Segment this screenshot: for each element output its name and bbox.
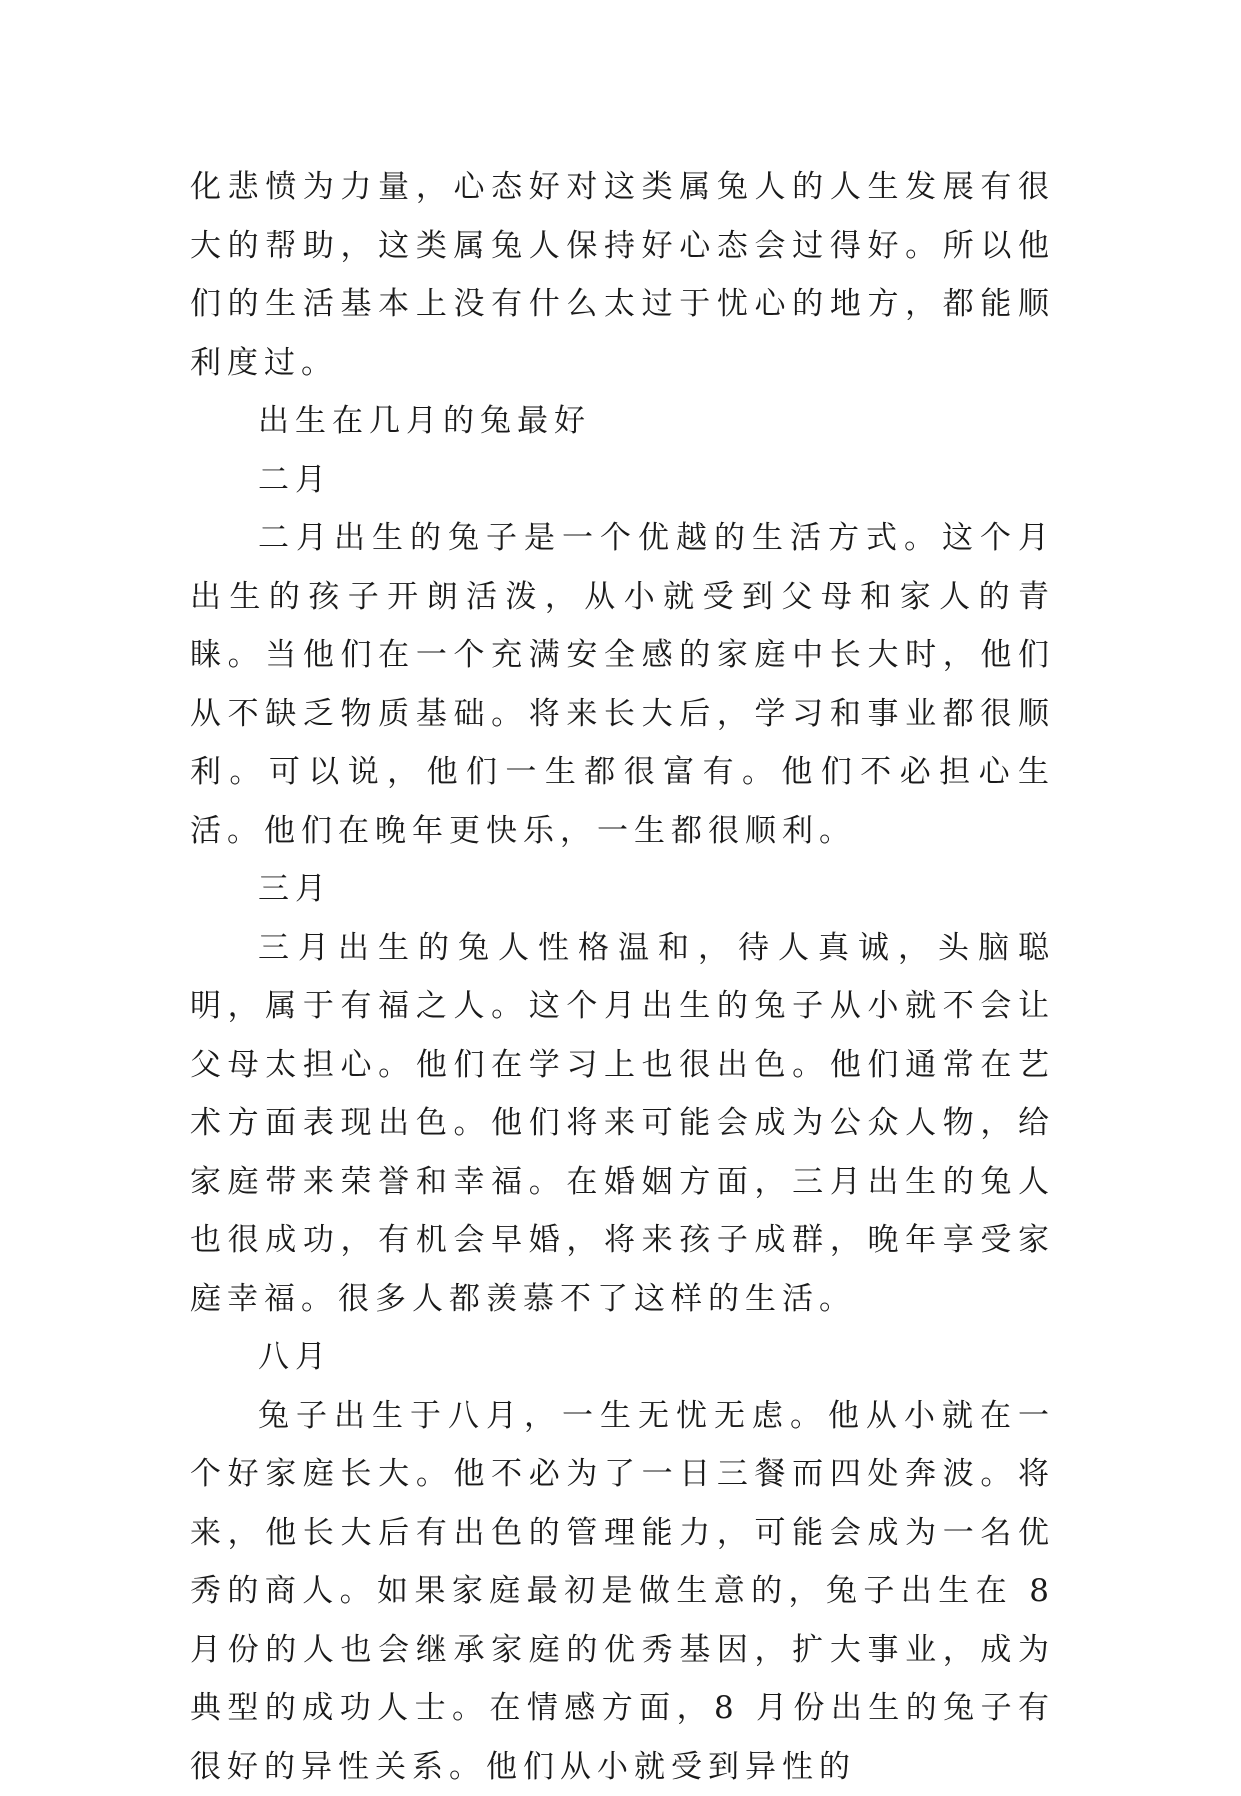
paragraph-march: 三月出生的兔人性格温和，待人真诚，头脑聪明，属于有福之人。这个月出生的兔子从小就不会让父母太担心。他们在学习上也很出色。他们通常在艺术方面表现出色。他们将来可能会成为公众人物，给家庭带来荣誉和幸福。在婚姻方面，三月出生的兔人也很成功，有机会早婚，将来孩子成群，晚年享受家庭幸福。很多人都羡慕不了这样的生活。 xyxy=(190,919,1055,1329)
subheading-february: 二月 xyxy=(190,451,1055,510)
section-heading-best-month: 出生在几月的兔最好 xyxy=(190,392,1055,451)
paragraph-intro-continuation: 化悲愤为力量，心态好对这类属兔人的人生发展有很大的帮助，这类属兔人保持好心态会过得好。所以他们的生活基本上没有什么太过于忧心的地方，都能顺利度过。 xyxy=(190,158,1055,392)
document-body xyxy=(190,158,1055,1796)
subheading-march: 三月 xyxy=(190,860,1055,919)
subheading-august: 八月 xyxy=(190,1328,1055,1387)
paragraph-august: 兔子出生于八月，一生无忧无虑。他从小就在一个好家庭长大。他不必为了一日三餐而四处奔波。将来，他长大后有出色的管理能力，可能会成为一名优秀的商人。如果家庭最初是做生意的，兔子出生在 8 月份的人也会继承家庭的优秀基因，扩大事业，成为典型的成功人士。在情感方面，8 月份出生的兔子有很好的异性关系。他们从小就受到异性的 xyxy=(190,1387,1055,1796)
paragraph-february: 二月出生的兔子是一个优越的生活方式。这个月出生的孩子开朗活泼，从小就受到父母和家人的青睐。当他们在一个充满安全感的家庭中长大时，他们从不缺乏物质基础。将来长大后，学习和事业都很顺利。可以说，他们一生都很富有。他们不必担心生活。他们在晚年更快乐，一生都很顺利。 xyxy=(190,509,1055,860)
